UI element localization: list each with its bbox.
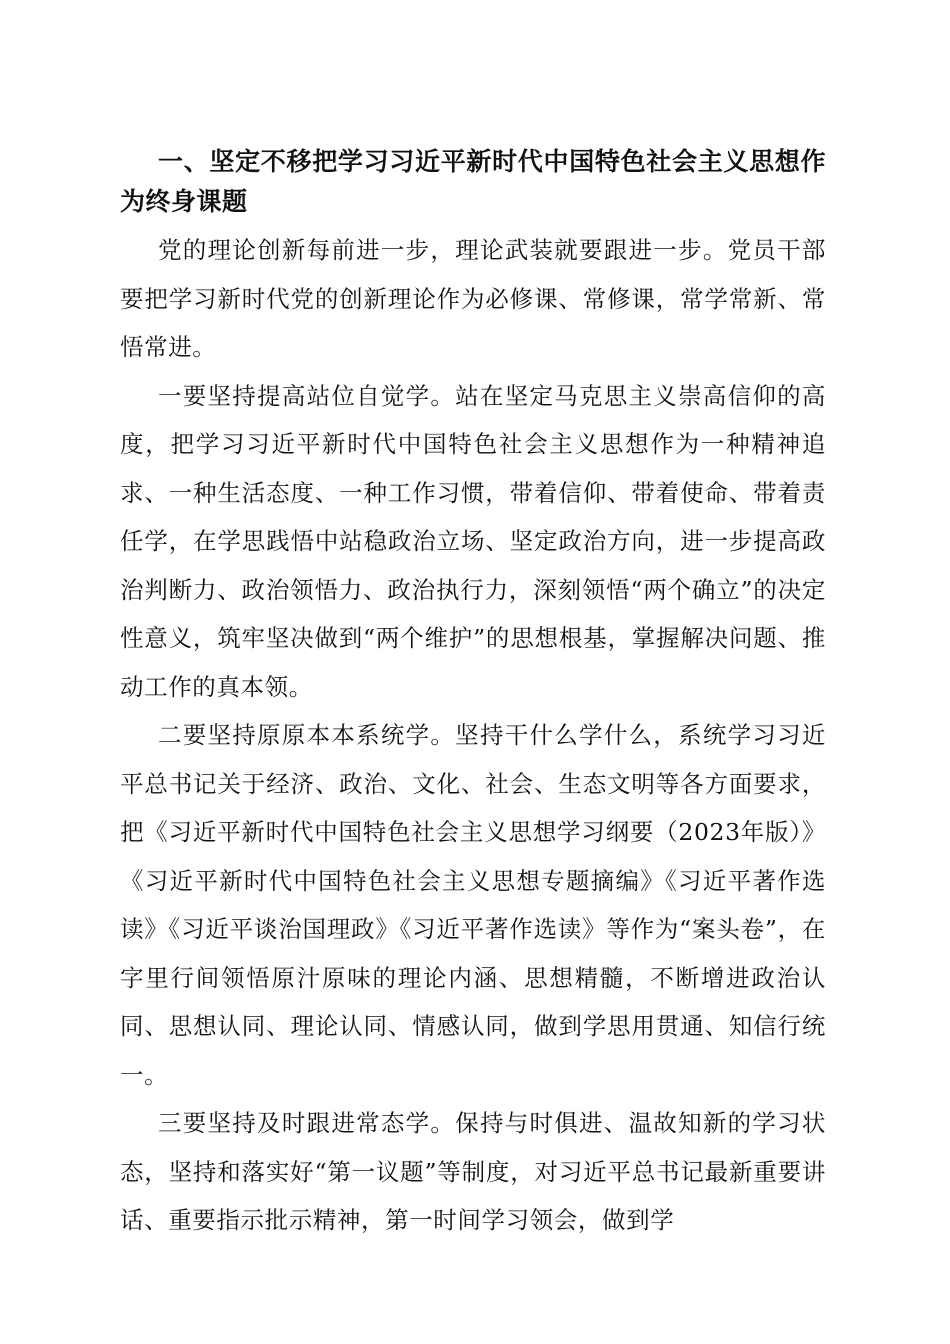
paragraph-point-one: 一要坚持提高站位自觉学。站在坚定马克思主义崇高信仰的高度，把学习习近平新时代中国特色社会主义思想作为一种精神追求、一种生活态度、一种工作习惯，带着信仰、带着使命、带着责任学，在学思践悟中站稳政治立场、坚定政治方向，进一步提高政治判断力、政治领悟力、政治执行力，深刻领悟“两个确立”的决定性意义，筑牢坚决做到“两个维护”的思想根基，掌握解决问题、推动工作的真本领。 <box>120 381 826 701</box>
paragraph-point-two: 二要坚持原原本本系统学。坚持干什么学什么，系统学习习近平总书记关于经济、政治、文化、社会、生态文明等各方面要求，把《习近平新时代中国特色社会主义思想学习纲要（2023年版）》《习近平新时代中国特色社会主义思想专题摘编》《习近平著作选读》《习近平谈治国理政》《习近平著作选读》等作为“案头卷”，在字里行间领悟原汁原味的理论内涵、思想精髓，不断增进政治认同、思想认同、理论认同、情感认同，做到学思用贯通、知信行统一。 <box>120 721 826 1089</box>
paragraph-point-three: 三要坚持及时跟进常态学。保持与时俱进、温故知新的学习状态，坚持和落实好“第一议题”等制度，对习近平总书记最新重要讲话、重要指示批示精神，第一时间学习领会，做到学 <box>120 1109 826 1234</box>
paragraph-intro: 党的理论创新每前进一步，理论武装就要跟进一步。党员干部要把学习新时代党的创新理论作为必修课、常修课，常学常新、常悟常进。 <box>120 236 826 361</box>
section-heading: 一、坚定不移把学习习近平新时代中国特色社会主义思想作为终身课题 <box>120 147 826 216</box>
document-body <box>120 142 826 1245</box>
